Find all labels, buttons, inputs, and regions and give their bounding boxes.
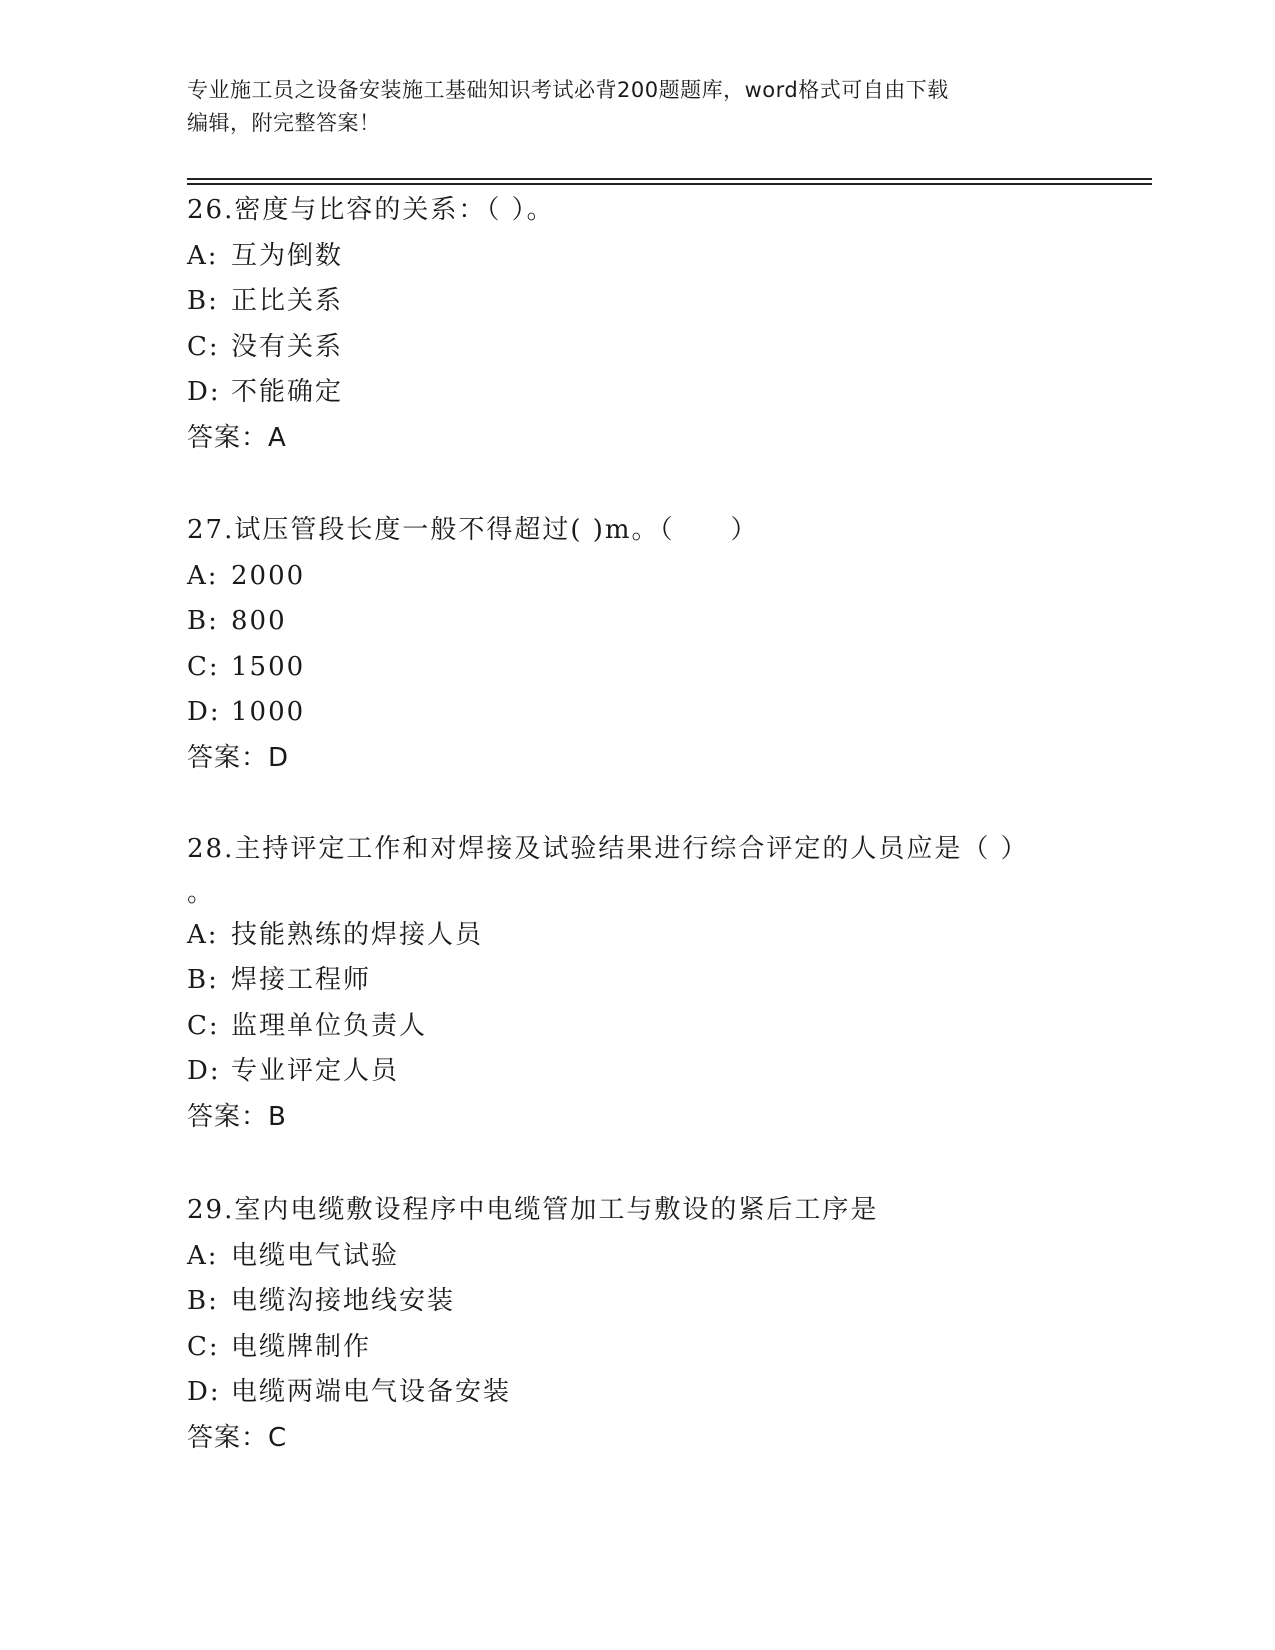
question-stem: 26.密度与比容的关系：（ ）。 xyxy=(187,195,555,225)
answer: 答案：C xyxy=(187,1422,288,1453)
option-c xyxy=(187,1325,1087,1371)
option-text: 没有关系 xyxy=(231,331,344,362)
question-26 xyxy=(187,188,1087,461)
option-text: 800 xyxy=(231,606,287,636)
option-label: D: xyxy=(187,697,221,727)
option-label: D: xyxy=(187,1056,221,1086)
option-text: 技能熟练的焊接人员 xyxy=(231,919,484,950)
option-text: 焊接工程师 xyxy=(231,965,372,995)
header-line-1: 专业施工员之设备安装施工基础知识考试必背200题题库，word格式可自由下载 xyxy=(187,78,949,102)
option-b xyxy=(187,958,1087,1004)
option-d xyxy=(187,690,1087,736)
option-a xyxy=(187,1234,1087,1280)
question-29 xyxy=(187,1188,1087,1461)
option-a xyxy=(187,554,1087,600)
option-b xyxy=(187,599,1087,645)
option-text: 2000 xyxy=(231,560,306,591)
option-text: 监理单位负责人 xyxy=(231,1010,428,1041)
question-27 xyxy=(187,508,1087,781)
option-label: C: xyxy=(187,1331,220,1362)
question-28 xyxy=(187,827,1087,1140)
option-label: A: xyxy=(187,240,219,271)
option-text: 正比关系 xyxy=(231,286,344,316)
option-a xyxy=(187,913,1087,959)
question-stem: 28.主持评定工作和对焊接及试验结果进行综合评定的人员应是（ ） xyxy=(187,834,1029,864)
option-a xyxy=(187,234,1087,280)
question-stem: 27.试压管段长度一般不得超过( )m。（ ） xyxy=(187,515,759,545)
option-c xyxy=(187,645,1087,691)
option-d xyxy=(187,1370,1087,1416)
option-label: A: xyxy=(187,1240,219,1271)
option-text: 电缆两端电气设备安装 xyxy=(231,1377,512,1407)
option-text: 电缆牌制作 xyxy=(231,1331,372,1362)
header-line-2: 编辑，附完整答案！ xyxy=(187,111,381,135)
option-c xyxy=(187,1004,1087,1050)
option-text: 不能确定 xyxy=(231,377,344,407)
option-label: D: xyxy=(187,377,221,407)
option-label: A: xyxy=(187,919,219,950)
option-label: D: xyxy=(187,1377,221,1407)
option-text: 1000 xyxy=(231,697,306,727)
option-label: A: xyxy=(187,560,219,591)
option-text: 电缆沟接地线安装 xyxy=(231,1286,456,1316)
header-divider-bottom xyxy=(187,183,1152,185)
option-label: C: xyxy=(187,1010,220,1041)
document-header xyxy=(187,74,1067,140)
option-b xyxy=(187,1279,1087,1325)
option-label: B: xyxy=(187,286,219,316)
option-text: 电缆电气试验 xyxy=(231,1240,400,1271)
option-text: 互为倒数 xyxy=(231,240,344,271)
option-label: C: xyxy=(187,651,220,682)
option-b xyxy=(187,279,1087,325)
question-stem-continuation: 。 xyxy=(187,877,214,908)
option-c xyxy=(187,325,1087,371)
answer: 答案：A xyxy=(187,422,287,453)
option-label: B: xyxy=(187,965,219,995)
option-d xyxy=(187,370,1087,416)
option-label: B: xyxy=(187,606,219,636)
option-label: B: xyxy=(187,1286,219,1316)
answer: 答案：B xyxy=(187,1101,287,1132)
answer: 答案：D xyxy=(187,742,290,773)
option-d xyxy=(187,1049,1087,1095)
question-stem: 29.室内电缆敷设程序中电缆管加工与敷设的紧后工序是 xyxy=(187,1195,879,1225)
option-text: 1500 xyxy=(231,651,306,682)
header-divider-top xyxy=(187,178,1152,180)
option-text: 专业评定人员 xyxy=(231,1056,400,1086)
option-label: C: xyxy=(187,331,220,362)
